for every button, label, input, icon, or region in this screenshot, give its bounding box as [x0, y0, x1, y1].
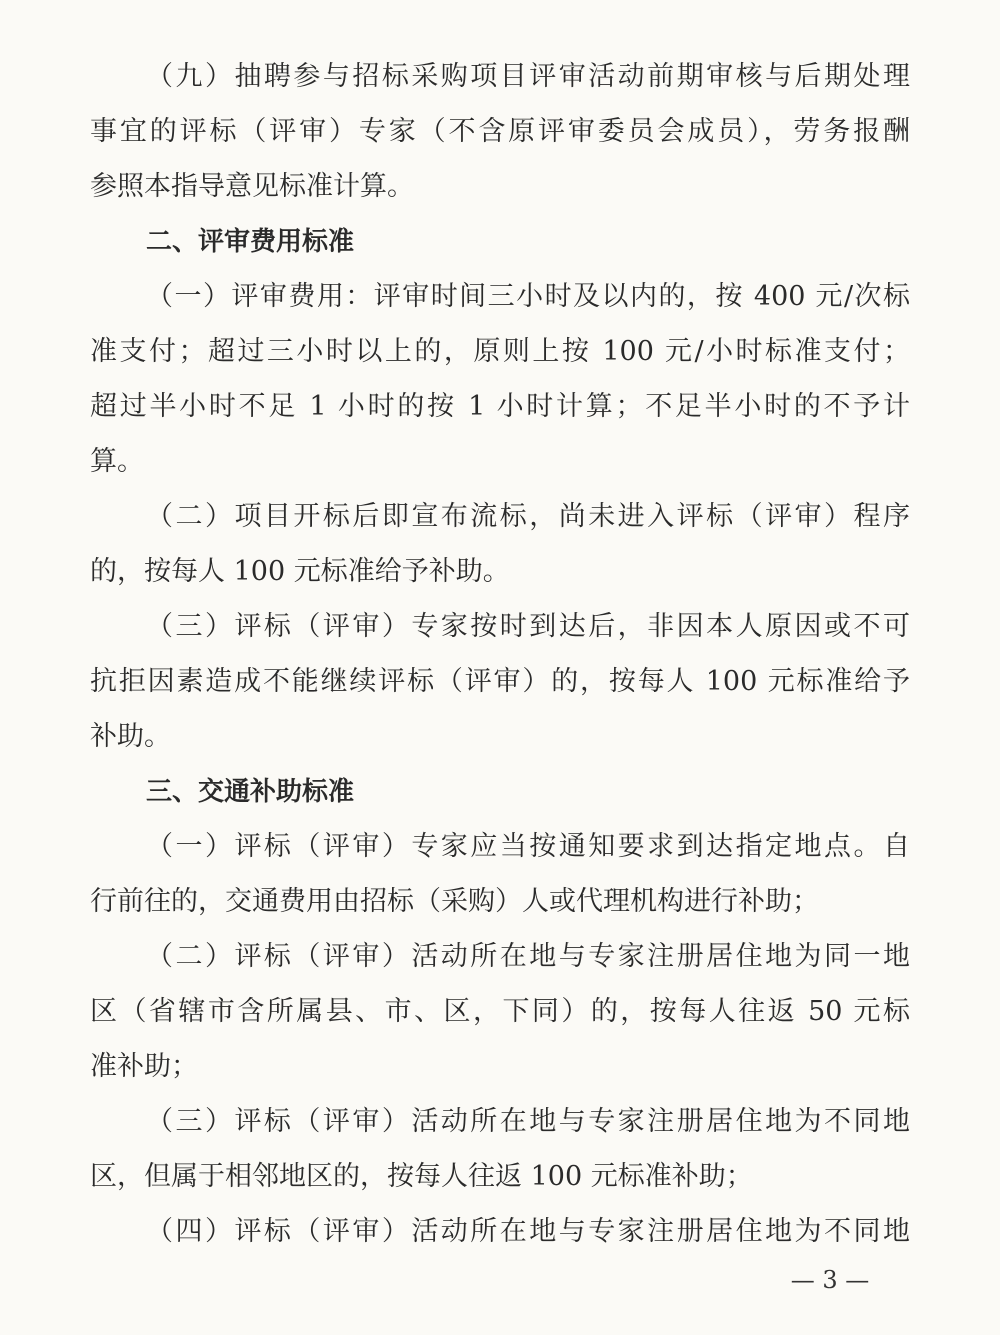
paragraph-line: 抗拒因素造成不能继续评标（评审）的，按每人 100 元标准给予 [90, 666, 910, 697]
paragraph-line: （一）评审费用：评审时间三小时及以内的，按 400 元/次标 [146, 281, 910, 312]
paragraph-line: （一）评标（评审）专家应当按通知要求到达指定地点。自 [146, 831, 910, 862]
paragraph-line: 参照本指导意见标准计算。 [90, 171, 414, 202]
paragraph-line: 准支付；超过三小时以上的，原则上按 100 元/小时标准支付； [90, 336, 910, 367]
paragraph-line: （九）抽聘参与招标采购项目评审活动前期审核与后期处理 [146, 61, 910, 92]
paragraph-line: 准补助； [90, 1051, 198, 1082]
paragraph-line: 算。 [90, 446, 144, 477]
paragraph-line: （二）项目开标后即宣布流标，尚未进入评标（评审）程序 [146, 501, 910, 532]
paragraph-line: 行前往的，交通费用由招标（采购）人或代理机构进行补助； [90, 886, 819, 917]
paragraph-line: 区，但属于相邻地区的，按每人往返 100 元标准补助； [90, 1161, 753, 1192]
paragraph-line: （三）评标（评审）活动所在地与专家注册居住地为不同地 [146, 1106, 910, 1137]
paragraph-line: （四）评标（评审）活动所在地与专家注册居住地为不同地 [146, 1216, 910, 1247]
paragraph-line: （二）评标（评审）活动所在地与专家注册居住地为同一地 [146, 941, 910, 972]
paragraph-line: （三）评标（评审）专家按时到达后，非因本人原因或不可 [146, 611, 910, 642]
paragraph-line: 的，按每人 100 元标准给予补助。 [90, 556, 510, 587]
paragraph-line: 区（省辖市含所属县、市、区，下同）的，按每人往返 50 元标 [90, 996, 910, 1027]
page-number: — 3 — [790, 1266, 870, 1294]
section-heading: 二、评审费用标准 [146, 227, 355, 257]
paragraph-line: 超过半小时不足 1 小时的按 1 小时计算；不足半小时的不予计 [90, 391, 910, 422]
section-heading: 三、交通补助标准 [146, 777, 355, 807]
paragraph-line: 事宜的评标（评审）专家（不含原评审委员会成员），劳务报酬 [90, 116, 910, 147]
paragraph-line: 补助。 [90, 721, 171, 752]
